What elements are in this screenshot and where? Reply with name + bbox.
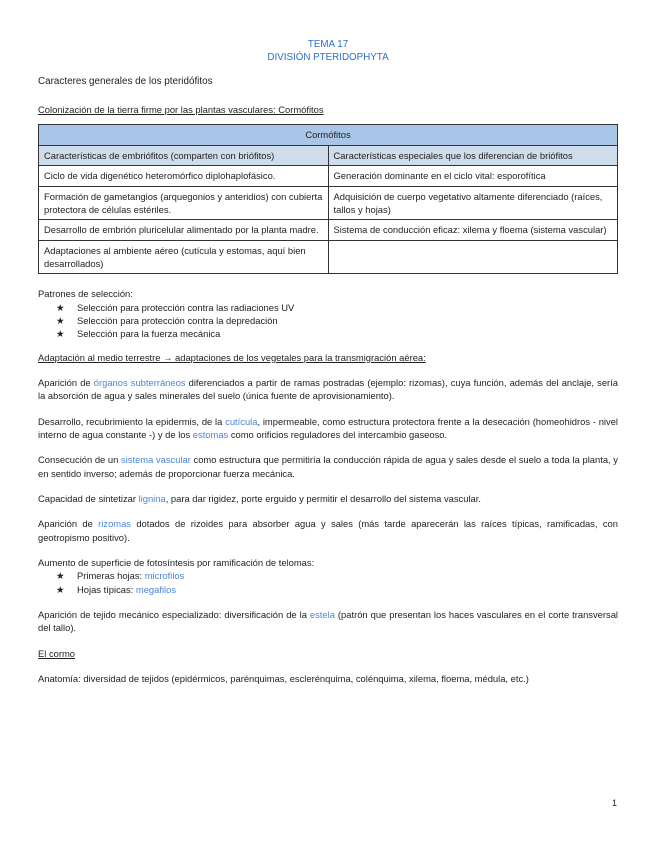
table-cell xyxy=(328,240,618,274)
list-item: ★ Selección para protección contra las radiaciones UV xyxy=(56,301,295,313)
paragraph-vascular: Consecución de un sistema vascular como estructura que permitiría la conducción rápida de agua y sales desde el suelo a toda la planta, y en sentido inverso; además de proporcionar fuerza mecánica. xyxy=(38,454,618,479)
term-link: cutícula xyxy=(225,415,258,427)
selection-list xyxy=(38,301,618,341)
table-row xyxy=(39,186,618,220)
selection-section xyxy=(38,287,618,340)
adaptation-heading: Adaptación al medio terrestre → adaptaciones de los vegetales para la transmigración aérea: xyxy=(38,351,426,363)
document-header xyxy=(38,38,618,64)
list-item: ★ Selección para protección contra la depredación xyxy=(56,314,278,326)
division-title: DIVISIÓN PTERIDOPHYTA xyxy=(267,52,389,64)
table-col1-header: Características de embriófitos (comparten con briófitos) xyxy=(39,145,329,165)
table-row xyxy=(39,166,618,186)
table-cell: Generación dominante en el ciclo vital: esporofítica xyxy=(328,166,618,186)
table-cell: Adquisición de cuerpo vegetativo altamente diferenciado (raíces, tallos y hojas) xyxy=(328,186,618,220)
term-link: microfilos xyxy=(144,570,185,582)
term-link: lignina xyxy=(138,493,166,505)
document-page xyxy=(38,38,618,685)
paragraph-organos: Aparición de órganos subterráneos diferenciados a partir de ramas postradas (ejemplo: rizomas), cuya función, además del anclaje, sería la absorción de agua y sales minerales del suelo (única fuente de aprovisionamiento). xyxy=(38,376,618,402)
intro-title: Caracteres generales de los pteridófitos xyxy=(38,76,213,88)
table-cell: Sistema de conducción eficaz: xilema y floema (sistema vascular) xyxy=(328,220,618,240)
term-link: sistema vascular xyxy=(121,454,191,466)
table-row xyxy=(39,220,618,240)
table-cell: Formación de gametangios (arquegonios y anteridios) con cubierta protectora de células estériles. xyxy=(39,186,329,220)
page-number: 1 xyxy=(611,798,617,808)
table-row xyxy=(39,240,618,274)
star-icon: ★ xyxy=(56,301,65,313)
list-item: ★ Hojas típicas: megafilos xyxy=(56,583,177,595)
telomas-section xyxy=(38,556,618,596)
telomas-list xyxy=(38,569,618,596)
term-link: rizomas xyxy=(98,518,131,530)
list-item: ★ Selección para la fuerza mecánica xyxy=(56,328,221,340)
table-title: Cormófitos xyxy=(39,124,618,145)
paragraph-estela: Aparición de tejido mecánico especializado: diversificación de la estela (patrón que presentan los haces vasculares en el corte transversal del tallo). xyxy=(38,609,618,634)
colonization-heading: Colonización de la tierra firme por las plantas vasculares: Cormófitos xyxy=(38,103,324,115)
paragraph-rizomas: Aparición de rizomas dotados de rizoides para absorber agua y sales (más tarde aparecerán las raíces típicas, ramificadas, con geotropismo positivo). xyxy=(38,518,618,543)
term-link: órganos subterráneos xyxy=(93,376,186,388)
paragraph-anatomia: Anatomía: diversidad de tejidos (epidérmicos, parénquimas, esclerénquima, colénquima, xilema, floema, médula, etc.) xyxy=(38,673,529,685)
table-cell: Desarrollo de embrión pluricelular alimentado por la planta madre. xyxy=(39,220,329,240)
table-col2-header: Características especiales que los diferencian de briófitos xyxy=(328,145,618,165)
paragraph-cuticula: Desarrollo, recubrimiento la epidermis, de la cutícula, impermeable, como estructura protectora frente a la desecación (homeohidros - nivel interno de agua constante -) y de los estomas como orificios reguladores del intercambio gaseoso. xyxy=(38,415,618,440)
cormofitos-table xyxy=(38,124,618,274)
table-cell: Ciclo de vida digenético heteromórfico diplohaplofásico. xyxy=(39,166,329,186)
paragraph-lignina: Capacidad de sintetizar lignina, para dar rigidez, porte erguido y permitir el desarrollo del sistema vascular. xyxy=(38,493,481,505)
selection-title: Patrones de selección: xyxy=(38,288,133,300)
table-cell: Adaptaciones al ambiente aéreo (cutícula y estomas, aquí bien desarrollados) xyxy=(39,240,329,274)
list-item: ★ Primeras hojas: microfilos xyxy=(56,570,185,582)
telomas-title: Aumento de superficie de fotosíntesis por ramificación de telomas: xyxy=(38,557,315,569)
cormo-heading: El cormo xyxy=(38,647,75,659)
star-icon: ★ xyxy=(56,570,65,582)
topic-number: TEMA 17 xyxy=(307,39,349,50)
term-link: estela xyxy=(309,609,335,621)
term-link: megafilos xyxy=(135,583,177,595)
star-icon: ★ xyxy=(56,583,65,595)
star-icon: ★ xyxy=(56,314,65,326)
star-icon: ★ xyxy=(56,328,65,340)
term-link: estomas xyxy=(192,429,229,440)
